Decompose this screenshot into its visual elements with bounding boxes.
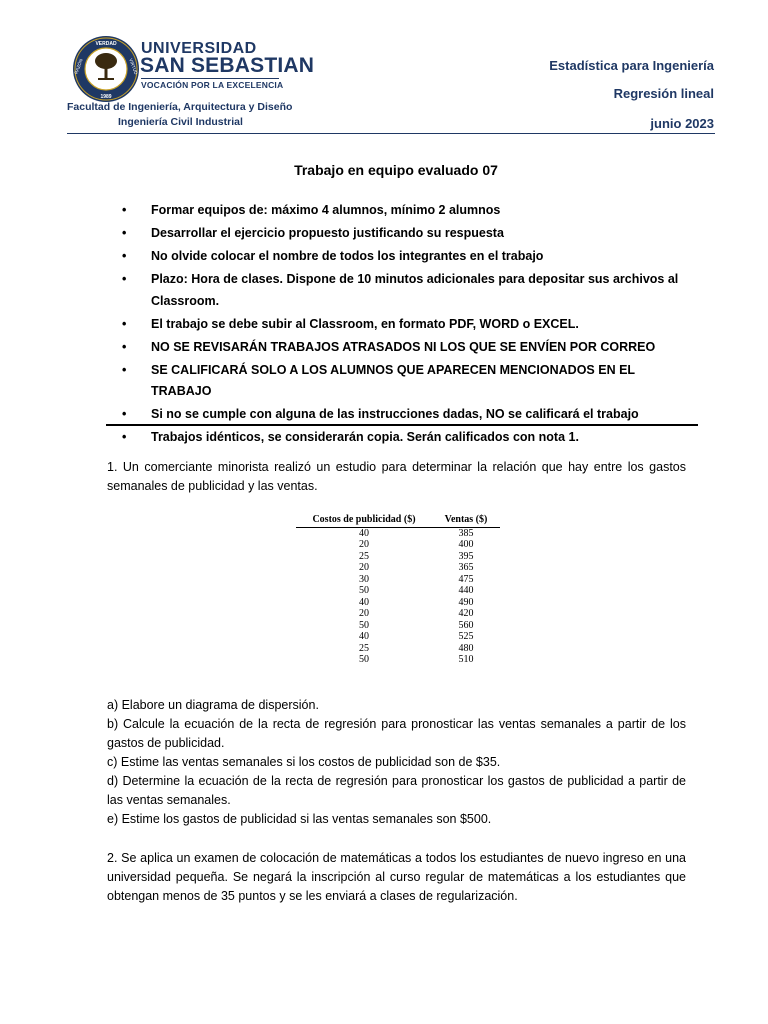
table-row: 50 560 xyxy=(359,619,474,631)
table-row: 50 440 xyxy=(359,585,474,596)
table-row: 50 510 xyxy=(359,654,474,665)
question-1-text: 1. Un comerciante minorista realizó un estudio para determinar la relación que hay entre los gastos semanales de publicidad y las ventas. xyxy=(107,460,686,493)
university-seal-logo xyxy=(72,35,140,103)
table-row: 25 480 xyxy=(359,642,474,654)
instructions-divider xyxy=(106,424,698,426)
question-2-text: 2. Se aplica un examen de colocación de matemáticas a todos los estudiantes de nuevo ingreso en una universidad pequeña. Se negará la inscripción al curso regular de matemáticas a los estudiantes que obtengan menos de 35 puntos y se les enviará a clases de regularización. xyxy=(107,851,686,903)
question-1-item-d: d) Determine la ecuación de la recta de regresión para pronosticar los gastos de publicidad a partir de las ventas semanales. xyxy=(107,774,686,807)
question-1-item-b: b) Calcule la ecuación de la recta de regresión para pronosticar las ventas semanales a partir de los gastos de publicidad. xyxy=(107,717,686,750)
faculty-name: Facultad de Ingeniería, Arquitectura y Diseño xyxy=(67,101,293,113)
question-1-item-a: a) Elabore un diagrama de dispersión. xyxy=(107,698,319,712)
bullet: • xyxy=(122,226,127,240)
table-header-advertising: Costos de publicidad ($) xyxy=(296,514,432,527)
seal-right-text: VIRTUD xyxy=(128,57,139,76)
list-item: • NO SE REVISARÁN TRABAJOS ATRASADOS NI LOS QUE SE ENVÍEN POR CORREO xyxy=(118,337,698,359)
list-item: • Plazo: Hora de clases. Dispone de 10 minutos adicionales para depositar sus archivos al Classroom. xyxy=(118,269,698,312)
table-header-sales: Ventas ($) xyxy=(432,514,500,527)
course-name: Estadística para Ingeniería xyxy=(549,58,714,73)
list-item: • Formar equipos de: máximo 4 alumnos, mínimo 2 alumnos xyxy=(118,200,698,222)
table-row: 40 490 xyxy=(359,596,474,608)
table-row: 20 400 xyxy=(359,539,474,550)
question-1-item-e: e) Estime los gastos de publicidad si las ventas semanales son $500. xyxy=(107,812,492,826)
table-row: 40 385 xyxy=(359,527,474,539)
question-1-item-c: c) Estime las ventas semanales si los costos de publicidad son de $35. xyxy=(107,755,501,769)
list-item: • Si no se cumple con alguna de las instrucciones dadas, NO se calificará el trabajo xyxy=(118,404,698,426)
list-item: • Desarrollar el ejercicio propuesto justificando su respuesta xyxy=(118,223,698,245)
table-row: 25 395 xyxy=(359,550,474,562)
topic-name: Regresión lineal xyxy=(613,86,714,101)
list-item: • El trabajo se debe subir al Classroom, en formato PDF, WORD o EXCEL. xyxy=(118,314,698,336)
document-title: Trabajo en equipo evaluado 07 xyxy=(294,162,498,178)
list-item: • No olvide colocar el nombre de todos los integrantes en el trabajo xyxy=(118,246,698,268)
question-1-items xyxy=(107,696,686,829)
table-row: 40 525 xyxy=(359,631,474,642)
seal-left-text: RAZÓN xyxy=(73,58,84,75)
bullet: • xyxy=(122,407,127,421)
table-row: 20 420 xyxy=(359,608,474,619)
bullet: • xyxy=(122,430,127,444)
table-row: 20 365 xyxy=(359,562,474,573)
instructions-list xyxy=(118,200,698,450)
bullet: • xyxy=(122,249,127,263)
bullet: • xyxy=(122,203,127,217)
bullet: • xyxy=(122,362,127,377)
advertising-sales-table xyxy=(296,514,500,666)
bullet: • xyxy=(122,339,127,354)
list-item: • Trabajos idénticos, se considerarán copia. Serán calificados con nota 1. xyxy=(118,427,698,449)
seal-top-text: VERDAD xyxy=(95,41,117,47)
header-divider xyxy=(67,133,715,134)
table-row: 30 475 xyxy=(359,573,474,585)
list-item: • SE CALIFICARÁ SOLO A LOS ALUMNOS QUE APARECEN MENCIONADOS EN EL TRABAJO xyxy=(118,360,698,403)
career-name: Ingeniería Civil Industrial xyxy=(118,116,243,128)
seal-year: 1989 xyxy=(100,94,112,100)
university-motto: VOCACIÓN POR LA EXCELENCIA xyxy=(141,80,284,90)
bullet: • xyxy=(122,272,127,286)
document-date: junio 2023 xyxy=(650,116,714,131)
bullet: • xyxy=(122,316,127,331)
university-name-line1: UNIVERSIDAD xyxy=(141,40,257,57)
university-name-divider xyxy=(141,78,279,79)
university-name-line2: SAN SEBASTIAN xyxy=(140,54,315,77)
